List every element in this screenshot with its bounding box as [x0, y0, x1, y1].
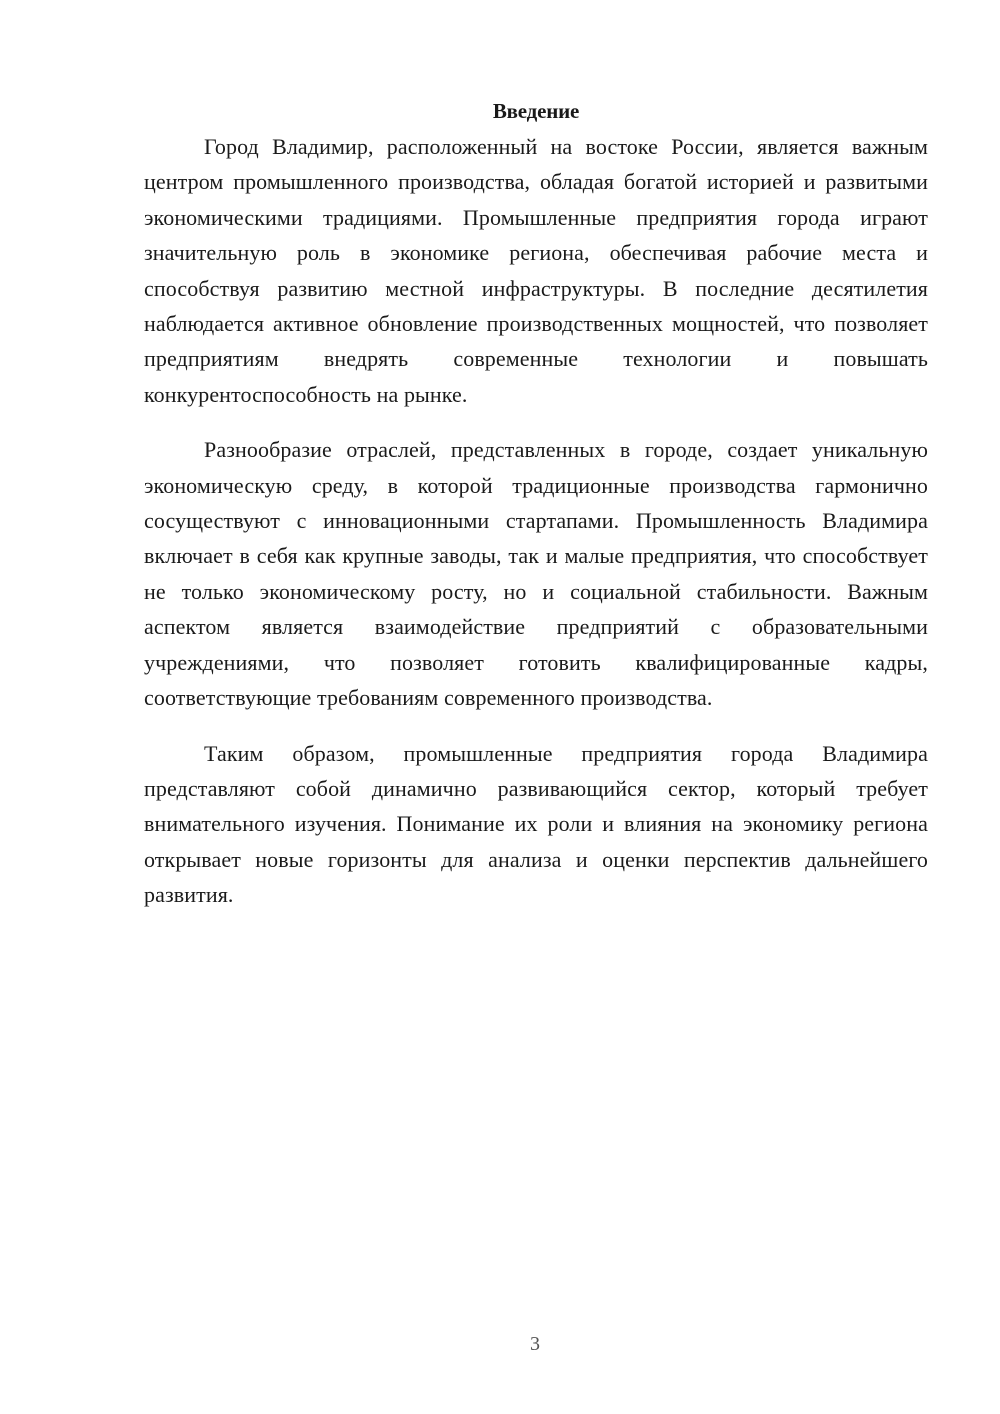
section-heading: Введение	[492, 99, 580, 123]
paragraph-1: Город Владимир, расположенный на востоке России, является важным центром промышленного производства, обладая богатой историей и развитыми экономическими традициями. Промышленные предприятия города играют значительную роль в экономике региона, обеспечивая рабочие места и способствуя развитию местной инфраструктуры. В последние десятилетия наблюдается активное обновление производственных мощностей, что позволяет предприятиям внедрять современные технологии и повышать конкурентоспособность на рынке.	[144, 134, 928, 407]
page-number: 3	[530, 1333, 540, 1355]
paragraph-2: Разнообразие отраслей, представленных в городе, создает уникальную экономическую среду, в которой традиционные производства гармонично сосуществуют с инновационными стартапами. Промышленность Владимира включает в себя как крупные заводы, так и малые предприятия, что способствует не только экономическому росту, но и социальной стабильности. Важным аспектом является взаимодействие предприятий с образовательными учреждениями, что позволяет готовить квалифицированные кадры, соответствующие требованиям современного производства.	[144, 437, 928, 711]
paragraph-3: Таким образом, промышленные предприятия города Владимира представляют собой динамично развивающийся сектор, который требует внимательного изучения. Понимание их роли и влияния на экономику региона открывает новые горизонты для анализа и оценки перспектив дальнейшего развития.	[144, 740, 928, 908]
page-body	[144, 94, 928, 933]
